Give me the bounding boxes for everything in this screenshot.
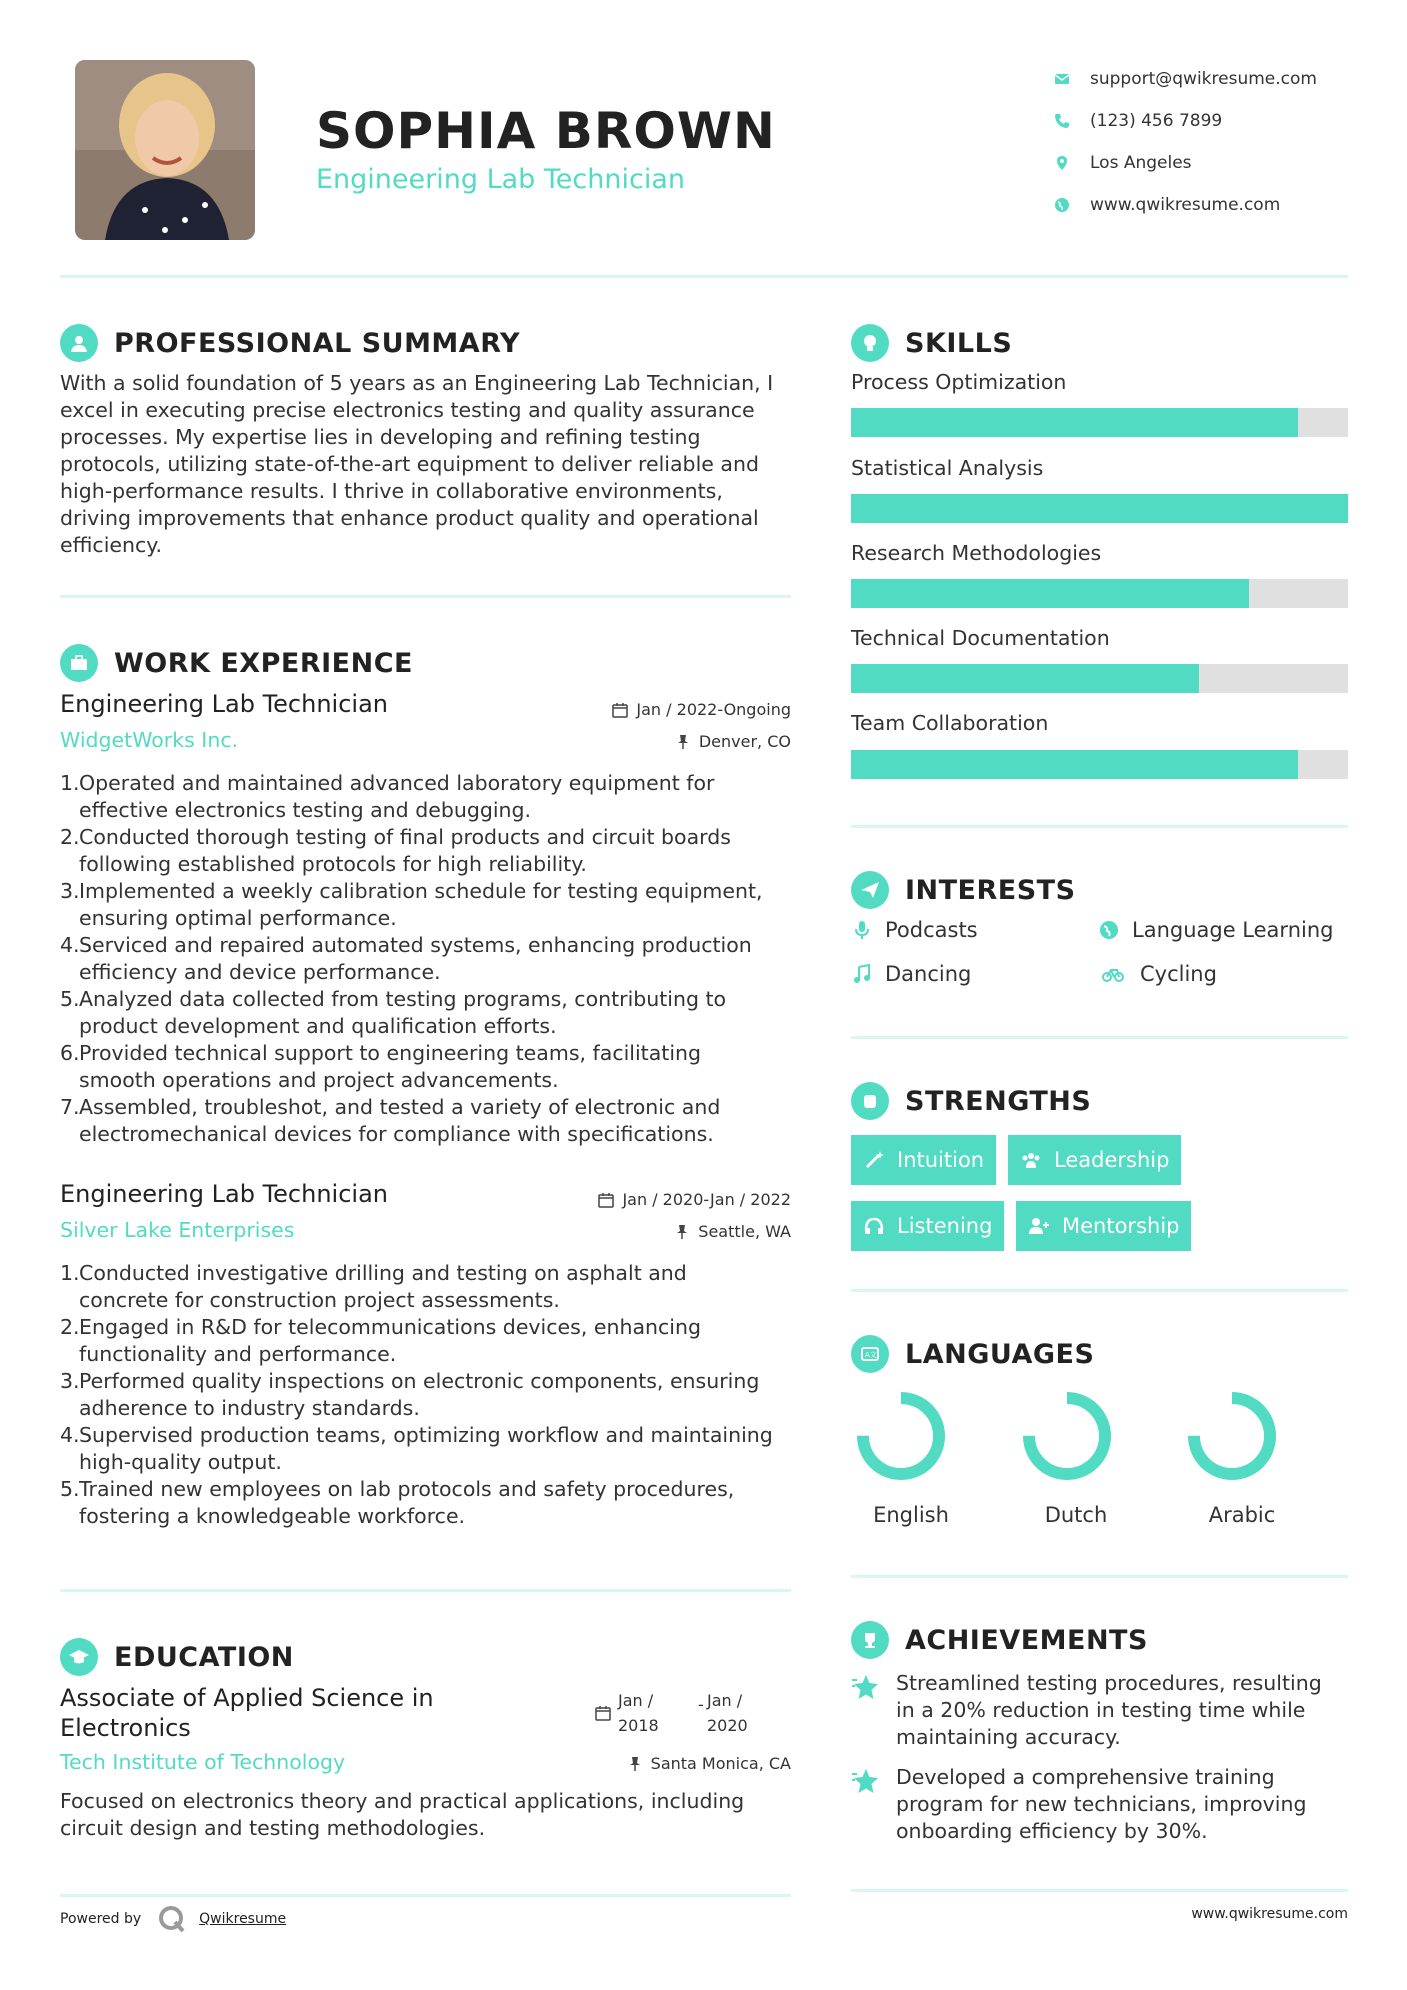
- education-location: Santa Monica, CA: [627, 1754, 791, 1773]
- skill-label: Research Methodologies: [851, 541, 1102, 565]
- job-1-duties: [60, 770, 800, 1148]
- header-divider: [60, 275, 1348, 278]
- work-divider: [60, 1589, 791, 1592]
- calendar-icon: [612, 702, 628, 718]
- contact-location: Los Angeles: [1054, 142, 1317, 184]
- pushpin-icon: [675, 734, 691, 750]
- list-item: 1. Conducted investigative drilling and testing on asphalt and concrete for construction project assessments.: [60, 1261, 687, 1312]
- phone-icon: [1054, 113, 1090, 129]
- strength-listening: Listening: [851, 1201, 1004, 1251]
- profile-photo: [75, 60, 255, 240]
- summary-divider: [60, 595, 791, 598]
- skill-bar: [851, 750, 1348, 779]
- paper-plane-icon: [851, 871, 889, 909]
- svg-text:A文: A文: [865, 1351, 877, 1359]
- skill-bar-fill: [851, 494, 1348, 523]
- languages-heading: A文 LANGUAGES: [851, 1335, 1094, 1373]
- pushpin-icon: [627, 1756, 643, 1772]
- language-ring-arc: [1194, 1398, 1270, 1474]
- strength-leadership: Leadership: [1008, 1135, 1181, 1185]
- skill-bar-fill: [851, 408, 1298, 437]
- candidate-name: SOPHIA BROWN: [316, 102, 776, 160]
- interests-heading: INTERESTS: [851, 871, 1076, 909]
- summary-text: With a solid foundation of 5 years as an Engineering Lab Technician, I excel in executing precise electronics testing and quality assurance processes. My expertise lies in developing and refining testing protocols, utilizing state-of-the-art equipment to deliver reliable and high-performance results. I thrive in collaborative environments, driving improvements that enhance product quality and operational efficiency.: [60, 371, 774, 557]
- language-name: English: [873, 1503, 949, 1527]
- skill-label: Process Optimization: [851, 370, 1067, 394]
- user-icon: [60, 324, 98, 362]
- skills-divider: [851, 825, 1348, 828]
- degree-title: Associate of Applied Science in Electronics: [60, 1684, 434, 1742]
- microphone-icon: [851, 919, 873, 941]
- strength-intuition: Intuition: [851, 1135, 996, 1185]
- job-1-company: WidgetWorks Inc.: [60, 728, 239, 752]
- interest-cycling: Cycling: [1098, 962, 1217, 986]
- strengths-divider: [851, 1289, 1348, 1292]
- list-item: 3. Performed quality inspections on electronic components, ensuring adherence to industry standards.: [60, 1369, 760, 1420]
- globe-icon: [1054, 197, 1090, 213]
- skill-bar-fill: [851, 579, 1249, 608]
- school-name: Tech Institute of Technology: [60, 1750, 346, 1774]
- footer-powered-by: Powered by Qwikresume: [60, 1904, 286, 1934]
- skill-label: Technical Documentation: [851, 626, 1110, 650]
- fist-icon: [851, 1082, 889, 1120]
- skills-heading: SKILLS: [851, 324, 1012, 362]
- briefcase-icon: [60, 644, 98, 682]
- qwikresume-link[interactable]: Qwikresume: [199, 1911, 287, 1927]
- language-name: Dutch: [1044, 1503, 1108, 1527]
- strength-mentorship: Mentorship: [1016, 1201, 1191, 1251]
- language-name: Arabic: [1208, 1503, 1276, 1527]
- list-item: 2. Conducted thorough testing of final products and circuit boards following established protocols for high reliability.: [60, 825, 731, 876]
- users-icon: [1020, 1149, 1042, 1171]
- achievements-divider: [851, 1889, 1348, 1892]
- candidate-title: Engineering Lab Technician: [316, 164, 685, 195]
- bicycle-icon: [1098, 963, 1128, 985]
- skill-bar-fill: [851, 750, 1298, 779]
- skill-bar: [851, 664, 1348, 693]
- list-item: 2. Engaged in R&D for telecommunications devices, enhancing functionality and performance.: [60, 1315, 701, 1366]
- contact-list: [1054, 58, 1317, 226]
- interests-divider: [851, 1036, 1348, 1039]
- music-note-icon: [851, 963, 873, 985]
- qwikresume-logo-icon: [157, 1904, 187, 1934]
- globe-icon: [1098, 919, 1120, 941]
- user-plus-icon: [1028, 1215, 1050, 1237]
- list-item: 5. Analyzed data collected from testing programs, contributing to product development and qualification efforts.: [60, 987, 727, 1038]
- job-2-company: Silver Lake Enterprises: [60, 1218, 295, 1242]
- envelope-icon: [1054, 71, 1090, 87]
- graduation-cap-icon: [60, 1638, 98, 1676]
- language-ring-arc: [1029, 1398, 1105, 1474]
- languages-divider: [851, 1575, 1348, 1578]
- skill-bar: [851, 579, 1348, 608]
- star-badge-icon: [851, 1672, 881, 1702]
- calendar-icon: [598, 1192, 614, 1208]
- contact-website[interactable]: www.qwikresume.com: [1054, 184, 1317, 226]
- date-separator: -: [698, 1695, 704, 1714]
- job-1-header: [60, 690, 791, 760]
- list-item: 1. Operated and maintained advanced laboratory equipment for effective electronics testing and debugging.: [60, 771, 715, 822]
- interest-dancing: Dancing: [851, 962, 971, 986]
- calendar-icon: [595, 1693, 615, 1713]
- job-2-title: Engineering Lab Technician: [60, 1180, 388, 1208]
- job-1-location: Denver, CO: [675, 732, 791, 751]
- language-icon: [851, 1335, 889, 1373]
- education-divider: [60, 1894, 791, 1897]
- job-1-title: Engineering Lab Technician: [60, 690, 388, 718]
- list-item: 5. Trained new employees on lab protocols and safety procedures, fostering a knowledgeable workforce.: [60, 1477, 735, 1528]
- education-description: Focused on electronics theory and practical applications, including circuit design and testing methodologies.: [60, 1789, 745, 1840]
- summary-heading: PROFESSIONAL SUMMARY: [60, 324, 520, 362]
- list-item: 4. Serviced and repaired automated systems, enhancing production efficiency and device performance.: [60, 933, 752, 984]
- job-2-duties: [60, 1260, 800, 1530]
- education-entry: [60, 1683, 791, 1793]
- skill-bar: [851, 408, 1348, 437]
- lightbulb-icon: [851, 324, 889, 362]
- job-1-date: Jan / 2022-Ongoing: [612, 700, 791, 719]
- magic-wand-icon: [863, 1149, 885, 1171]
- achievements-heading: ACHIEVEMENTS: [851, 1621, 1148, 1659]
- language-ring-arc: [863, 1398, 939, 1474]
- job-2-location: Seattle, WA: [674, 1222, 791, 1241]
- trophy-icon: [851, 1621, 889, 1659]
- education-heading: EDUCATION: [60, 1638, 294, 1676]
- job-2-date: Jan / 2020-Jan / 2022: [598, 1190, 791, 1209]
- language-ring-dutch: [1021, 1390, 1113, 1482]
- skill-bar: [851, 494, 1348, 523]
- job-2-header: [60, 1180, 791, 1250]
- headphones-icon: [863, 1215, 885, 1237]
- achievement-1: Streamlined testing procedures, resulting in a 20% reduction in testing time while maintaining accuracy.: [896, 1671, 1322, 1749]
- education-end-date: Jan / 2020: [707, 1691, 748, 1735]
- language-ring-arabic: [1186, 1390, 1278, 1482]
- star-badge-icon: [851, 1766, 881, 1796]
- map-pin-icon: [1054, 155, 1090, 171]
- list-item: 3. Implemented a weekly calibration schedule for testing equipment, ensuring optimal performance.: [60, 879, 763, 930]
- achievement-2: Developed a comprehensive training program for new technicians, improving onboarding efficiency by 30%.: [896, 1765, 1307, 1843]
- list-item: 4. Supervised production teams, optimizing workflow and maintaining high-quality output.: [60, 1423, 773, 1474]
- interest-podcasts: Podcasts: [851, 918, 978, 942]
- contact-phone[interactable]: (123) 456 7899: [1054, 100, 1317, 142]
- footer-website-link[interactable]: www.qwikresume.com: [1191, 1906, 1348, 1922]
- strengths-heading: STRENGTHS: [851, 1082, 1091, 1120]
- list-item: 7. Assembled, troubleshot, and tested a variety of electronic and electromechanical devices for compliance with specifications.: [60, 1095, 721, 1146]
- education-start-date: Jan / 2018: [618, 1691, 659, 1735]
- list-item: 6. Provided technical support to engineering teams, facilitating smooth operations and project advancements.: [60, 1041, 702, 1092]
- contact-email[interactable]: support@qwikresume.com: [1054, 58, 1317, 100]
- interest-language-learning: Language Learning: [1098, 918, 1333, 942]
- skill-label: Statistical Analysis: [851, 456, 1044, 480]
- work-heading: WORK EXPERIENCE: [60, 644, 413, 682]
- skill-label: Team Collaboration: [851, 711, 1049, 735]
- language-ring-english: [855, 1390, 947, 1482]
- skill-bar-fill: [851, 664, 1199, 693]
- pushpin-icon: [674, 1224, 690, 1240]
